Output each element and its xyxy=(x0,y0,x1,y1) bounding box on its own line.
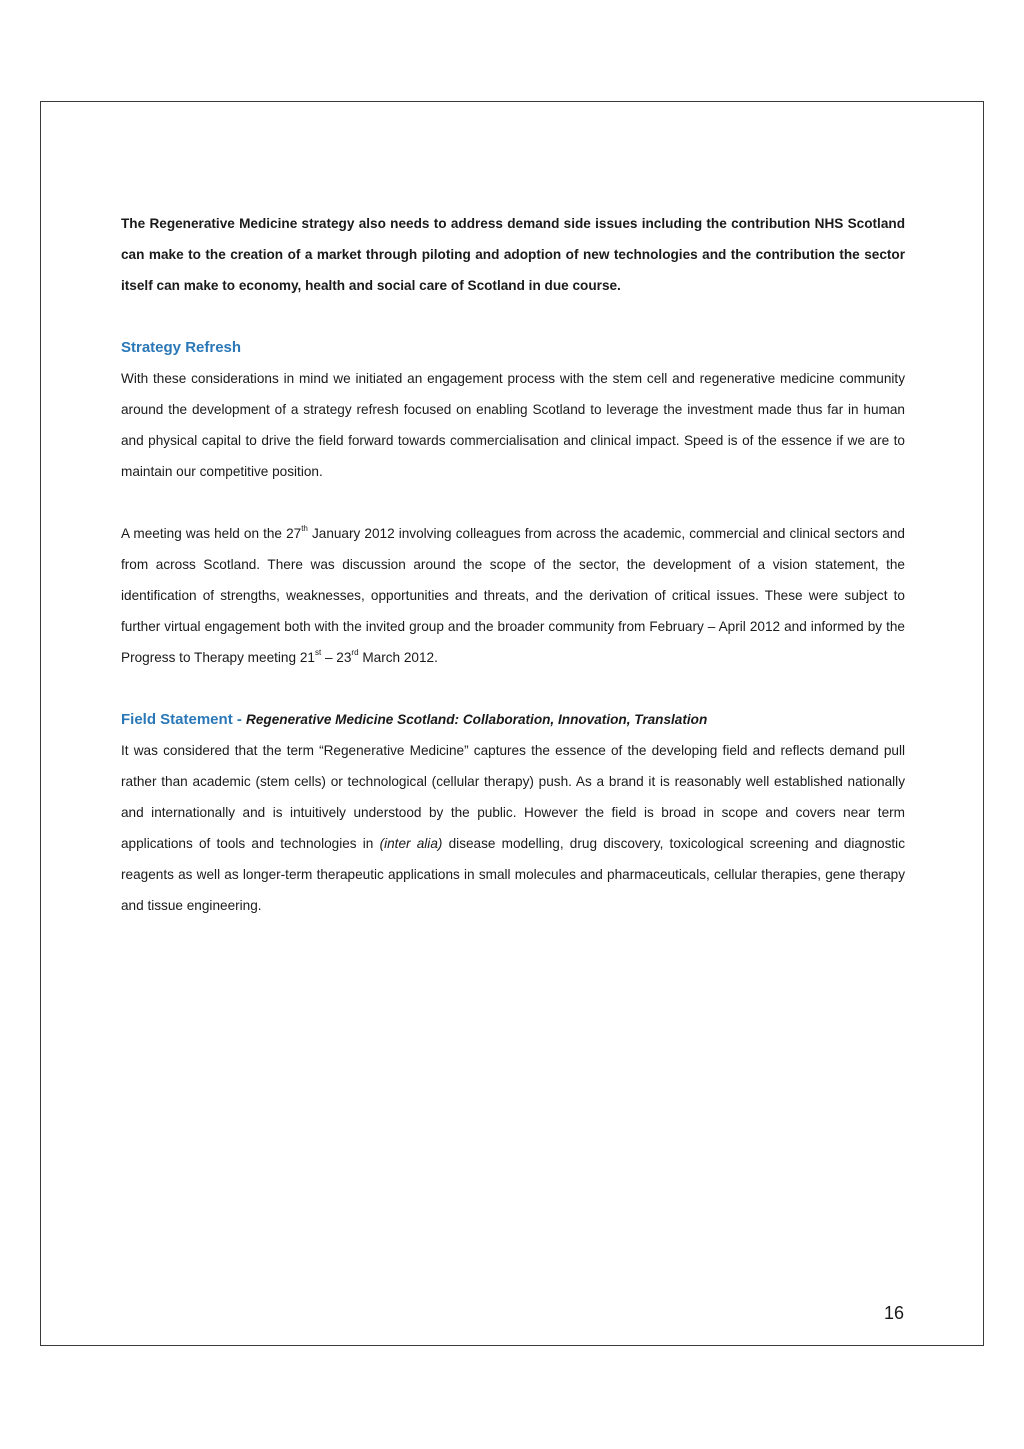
meeting-text-2: January 2012 involving colleagues from across the academic, commercial and clinical sectors and from across Scotland. There was discussion around the scope of the sector, the development of a vision statement, the identification of strengths, weaknesses, opportunities and threats, and the derivation of critical issues. These were subject to further virtual engagement both with the invited group and the broader community from February – April 2012 and informed by the Progress to Therapy meeting 21 xyxy=(121,526,905,665)
field-statement-heading xyxy=(121,704,905,735)
ordinal-suffix: th xyxy=(301,524,308,533)
paragraph-spacer xyxy=(121,487,905,518)
meeting-text-1: A meeting was held on the 27 xyxy=(121,526,302,541)
strategy-refresh-heading: Strategy Refresh xyxy=(121,339,242,356)
section-spacer xyxy=(121,673,905,704)
ordinal-suffix: st xyxy=(314,648,322,657)
field-text-2: disease modelling, drug discovery, toxicological screening and diagnostic reagents as well as longer-term therapeutic applications in small molecules and pharmaceuticals, cellular therapies, gene therapy and tissue engineering. xyxy=(121,836,906,913)
document-body xyxy=(121,208,905,921)
meeting-text-4: March 2012. xyxy=(358,650,438,665)
section-spacer xyxy=(121,301,905,332)
field-text-1: It was considered that the term “Regenerative Medicine” captures the essence of the developing field and reflects demand pull rather than academic (stem cells) or technological (cellular therapy) push. As a brand it is reasonably well established nationally and internationally and is intuitively understood by the public. However the field is broad in scope and covers near term applications of tools and technologies in xyxy=(121,743,905,851)
strategy-refresh-paragraph-2 xyxy=(121,518,905,673)
inter-alia-italic: (inter alia) xyxy=(379,836,443,851)
field-statement-title: Field Statement - xyxy=(121,711,247,728)
page-number: 16 xyxy=(883,1303,904,1323)
ordinal-suffix: rd xyxy=(351,648,359,657)
strategy-refresh-paragraph-1: With these considerations in mind we initiated an engagement process with the stem cell and regenerative medicine community around the development of a strategy refresh focused on enabling Scotland to leverage the investment made thus far in human and physical capital to drive the field forward towards commercialisation and clinical impact. Speed is of the essence if we are to maintain our competitive position. xyxy=(121,371,905,479)
field-statement-paragraph xyxy=(121,735,905,921)
meeting-text-3: – 23 xyxy=(321,650,352,665)
field-statement-subtitle: Regenerative Medicine Scotland: Collaboration, Innovation, Translation xyxy=(246,712,708,727)
intro-paragraph: The Regenerative Medicine strategy also needs to address demand side issues including the contribution NHS Scotland can make to the creation of a market through piloting and adoption of new technologies and the contribution the sector itself can make to economy, health and social care of Scotland in due course. xyxy=(121,216,905,293)
